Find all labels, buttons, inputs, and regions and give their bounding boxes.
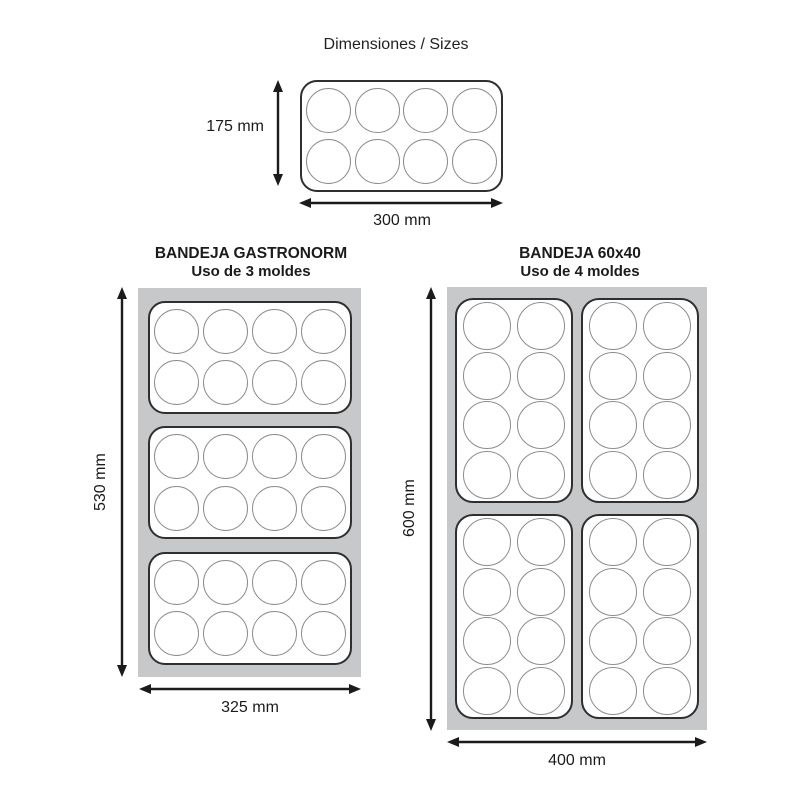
mold-cavity bbox=[154, 486, 199, 531]
mold-cavity bbox=[463, 352, 511, 400]
gastronorm-height-arrow-icon bbox=[115, 287, 129, 677]
mold-cavity bbox=[517, 352, 565, 400]
silicone-mold bbox=[148, 552, 352, 665]
mold-cavity bbox=[463, 302, 511, 350]
mold-cavity bbox=[463, 617, 511, 665]
mold-cavity bbox=[589, 518, 637, 566]
mold-cavity bbox=[463, 451, 511, 499]
mold-cavity bbox=[252, 486, 297, 531]
mold-cavity bbox=[643, 352, 691, 400]
silicone-mold bbox=[581, 514, 699, 719]
mold-cavity bbox=[154, 434, 199, 479]
mold-cavity bbox=[252, 434, 297, 479]
mold-cavity bbox=[589, 302, 637, 350]
mold-cavity bbox=[154, 360, 199, 405]
mold-cavity bbox=[517, 302, 565, 350]
mold-cavity bbox=[589, 401, 637, 449]
mold-cavity bbox=[589, 352, 637, 400]
mold-cavity bbox=[517, 617, 565, 665]
mold-cavity bbox=[589, 568, 637, 616]
mold-cavity bbox=[306, 88, 351, 133]
bandeja-60x40-title: BANDEJA 60x40 bbox=[519, 245, 641, 262]
silicone-mold bbox=[455, 298, 573, 503]
silicone-mold bbox=[455, 514, 573, 719]
mold-cavity bbox=[301, 486, 346, 531]
single-mold-height-label: 175 mm bbox=[206, 118, 264, 135]
mold-cavity bbox=[643, 401, 691, 449]
mold-cavity bbox=[203, 611, 248, 656]
mold-cavity bbox=[643, 568, 691, 616]
mold-cavity bbox=[301, 560, 346, 605]
mold-cavity bbox=[154, 309, 199, 354]
mold-cavity bbox=[463, 667, 511, 715]
bandeja-60x40-width-arrow-icon bbox=[447, 735, 707, 749]
mold-cavity bbox=[403, 139, 448, 184]
mold-cavity bbox=[517, 667, 565, 715]
gastronorm-tray bbox=[138, 288, 361, 677]
mold-cavity bbox=[154, 560, 199, 605]
mold-cavity bbox=[301, 309, 346, 354]
mold-cavity bbox=[517, 518, 565, 566]
mold-cavity bbox=[154, 611, 199, 656]
bandeja-60x40-tray bbox=[447, 287, 707, 730]
mold-cavity bbox=[452, 139, 497, 184]
bandeja-60x40-height-label: 600 mm bbox=[401, 479, 418, 537]
gastronorm-header bbox=[121, 245, 381, 280]
mold-cavity bbox=[452, 88, 497, 133]
mold-cavity bbox=[643, 617, 691, 665]
bandeja-60x40-width-label: 400 mm bbox=[548, 752, 606, 769]
single-mold-width-arrow-icon bbox=[299, 196, 503, 210]
mold-cavity bbox=[301, 434, 346, 479]
mold-cavity bbox=[252, 611, 297, 656]
gastronorm-width-label: 325 mm bbox=[221, 699, 279, 716]
mold-cavity bbox=[589, 451, 637, 499]
mold-cavity bbox=[517, 401, 565, 449]
single-mold-height-arrow-icon bbox=[271, 80, 285, 186]
mold-cavity bbox=[589, 617, 637, 665]
gastronorm-title: BANDEJA GASTRONORM bbox=[154, 245, 348, 262]
gastronorm-subtitle: Uso de 3 moldes bbox=[191, 262, 311, 280]
mold-cavity bbox=[403, 88, 448, 133]
mold-cavity bbox=[643, 302, 691, 350]
bandeja-60x40-header bbox=[450, 245, 710, 280]
mold-cavity bbox=[301, 360, 346, 405]
silicone-mold bbox=[581, 298, 699, 503]
mold-cavity bbox=[355, 139, 400, 184]
mold-cavity bbox=[252, 560, 297, 605]
mold-cavity bbox=[203, 309, 248, 354]
single-mold-width-label: 300 mm bbox=[373, 212, 431, 229]
silicone-mold bbox=[148, 301, 352, 414]
gastronorm-width-arrow-icon bbox=[139, 682, 361, 696]
mold-cavity bbox=[517, 568, 565, 616]
mold-cavity bbox=[463, 401, 511, 449]
mold-cavity bbox=[643, 667, 691, 715]
single-mold bbox=[300, 80, 503, 192]
mold-cavity bbox=[203, 434, 248, 479]
silicone-mold bbox=[148, 426, 352, 539]
mold-cavity bbox=[355, 88, 400, 133]
mold-cavity bbox=[643, 451, 691, 499]
mold-cavity bbox=[643, 518, 691, 566]
mold-cavity bbox=[589, 667, 637, 715]
mold-cavity bbox=[203, 360, 248, 405]
mold-cavity bbox=[203, 560, 248, 605]
mold-cavity bbox=[203, 486, 248, 531]
gastronorm-height-label: 530 mm bbox=[92, 453, 109, 511]
diagram-title: Dimensiones / Sizes bbox=[323, 36, 469, 53]
mold-cavity bbox=[252, 360, 297, 405]
mold-cavity bbox=[306, 139, 351, 184]
mold-cavity bbox=[252, 309, 297, 354]
bandeja-60x40-subtitle: Uso de 4 moldes bbox=[520, 262, 640, 280]
mold-cavity bbox=[301, 611, 346, 656]
bandeja-60x40-height-arrow-icon bbox=[424, 287, 438, 731]
mold-cavity bbox=[463, 518, 511, 566]
mold-cavity bbox=[463, 568, 511, 616]
mold-cavity bbox=[517, 451, 565, 499]
